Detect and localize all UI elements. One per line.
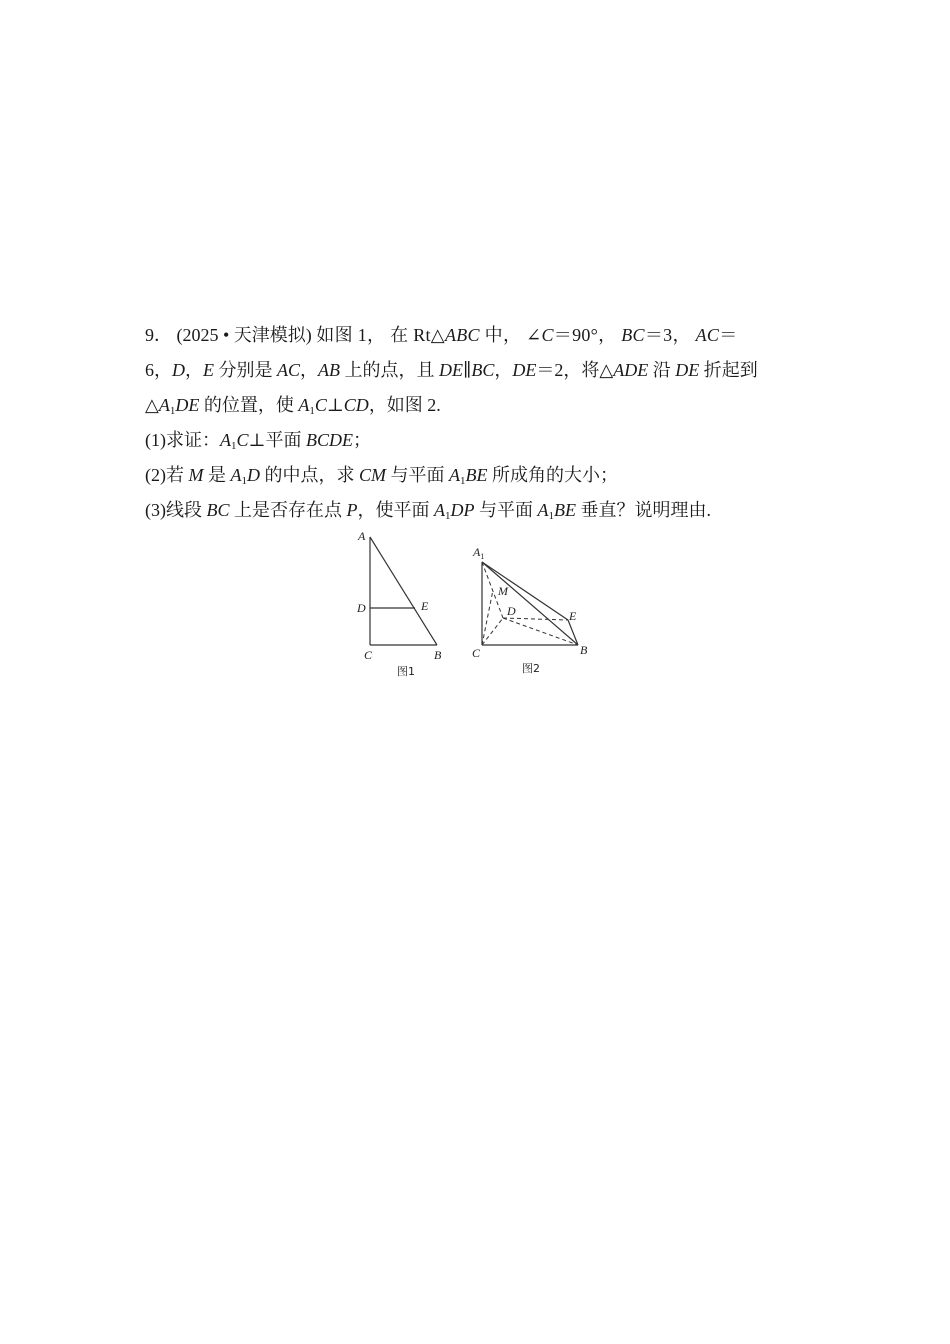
segment-CM	[482, 590, 493, 645]
fig2-label-E: E	[569, 609, 577, 623]
fig2-label-A: A	[473, 545, 481, 559]
problem-line-3: $\triangle A_1DE$ 的位置，使 $A_1C\perp CD$，如图 2.	[145, 395, 441, 417]
problem-number: 9．	[145, 325, 172, 345]
fig2-label-D: D	[507, 604, 516, 618]
question-part-1: (1)求证：$A_1C\perp$平面 BCDE；	[145, 430, 371, 452]
problem-text-line-1: 如图 1， 在 Rt△ABC 中， ∠C＝90°， BC＝3， AC＝	[316, 325, 738, 345]
figure-2-caption: 图2	[522, 662, 540, 675]
segment-A1B	[482, 562, 578, 645]
figure-2	[482, 562, 578, 645]
fig2-label-subscript: 1	[480, 552, 485, 561]
fig1-label-E: E	[421, 599, 429, 613]
fig1-label-C: C	[364, 648, 373, 662]
fig1-label-D: D	[357, 601, 366, 615]
segment-AB	[370, 537, 437, 645]
fig2-label-B: B	[580, 643, 588, 657]
fig2-label-M: M	[498, 584, 508, 598]
fig2-label-A1	[472, 545, 484, 561]
segment-A1E	[482, 562, 568, 620]
fig1-label-A: A	[358, 529, 366, 543]
problem-9	[145, 318, 810, 528]
fig2-label-C: C	[472, 646, 481, 660]
segment-CD	[482, 618, 503, 645]
problem-line-2: 6，D，E 分别是 AC，AB 上的点，且 DE∥BC，DE＝2，将△ADE 沿 DE 折起到	[145, 360, 758, 380]
fig1-label-B: B	[434, 648, 442, 662]
segment-DE	[503, 618, 568, 620]
segment-DB	[503, 618, 578, 645]
problem-source: (2025 • 天津模拟)	[176, 325, 312, 345]
figure-1-caption: 图1	[397, 665, 415, 678]
problem-line-1	[145, 318, 810, 353]
question-part-3: (3)线段 BC 上是否存在点 P，使平面 $A_1DP$ 与平面 $A_1BE$ 垂直？说明理由.	[145, 500, 712, 522]
figures	[340, 525, 620, 685]
question-part-2: (2)若 M 是 $A_1D$ 的中点，求 CM 与平面 $A_1BE$ 所成角的大小；	[145, 465, 618, 487]
figure-1	[370, 537, 437, 645]
